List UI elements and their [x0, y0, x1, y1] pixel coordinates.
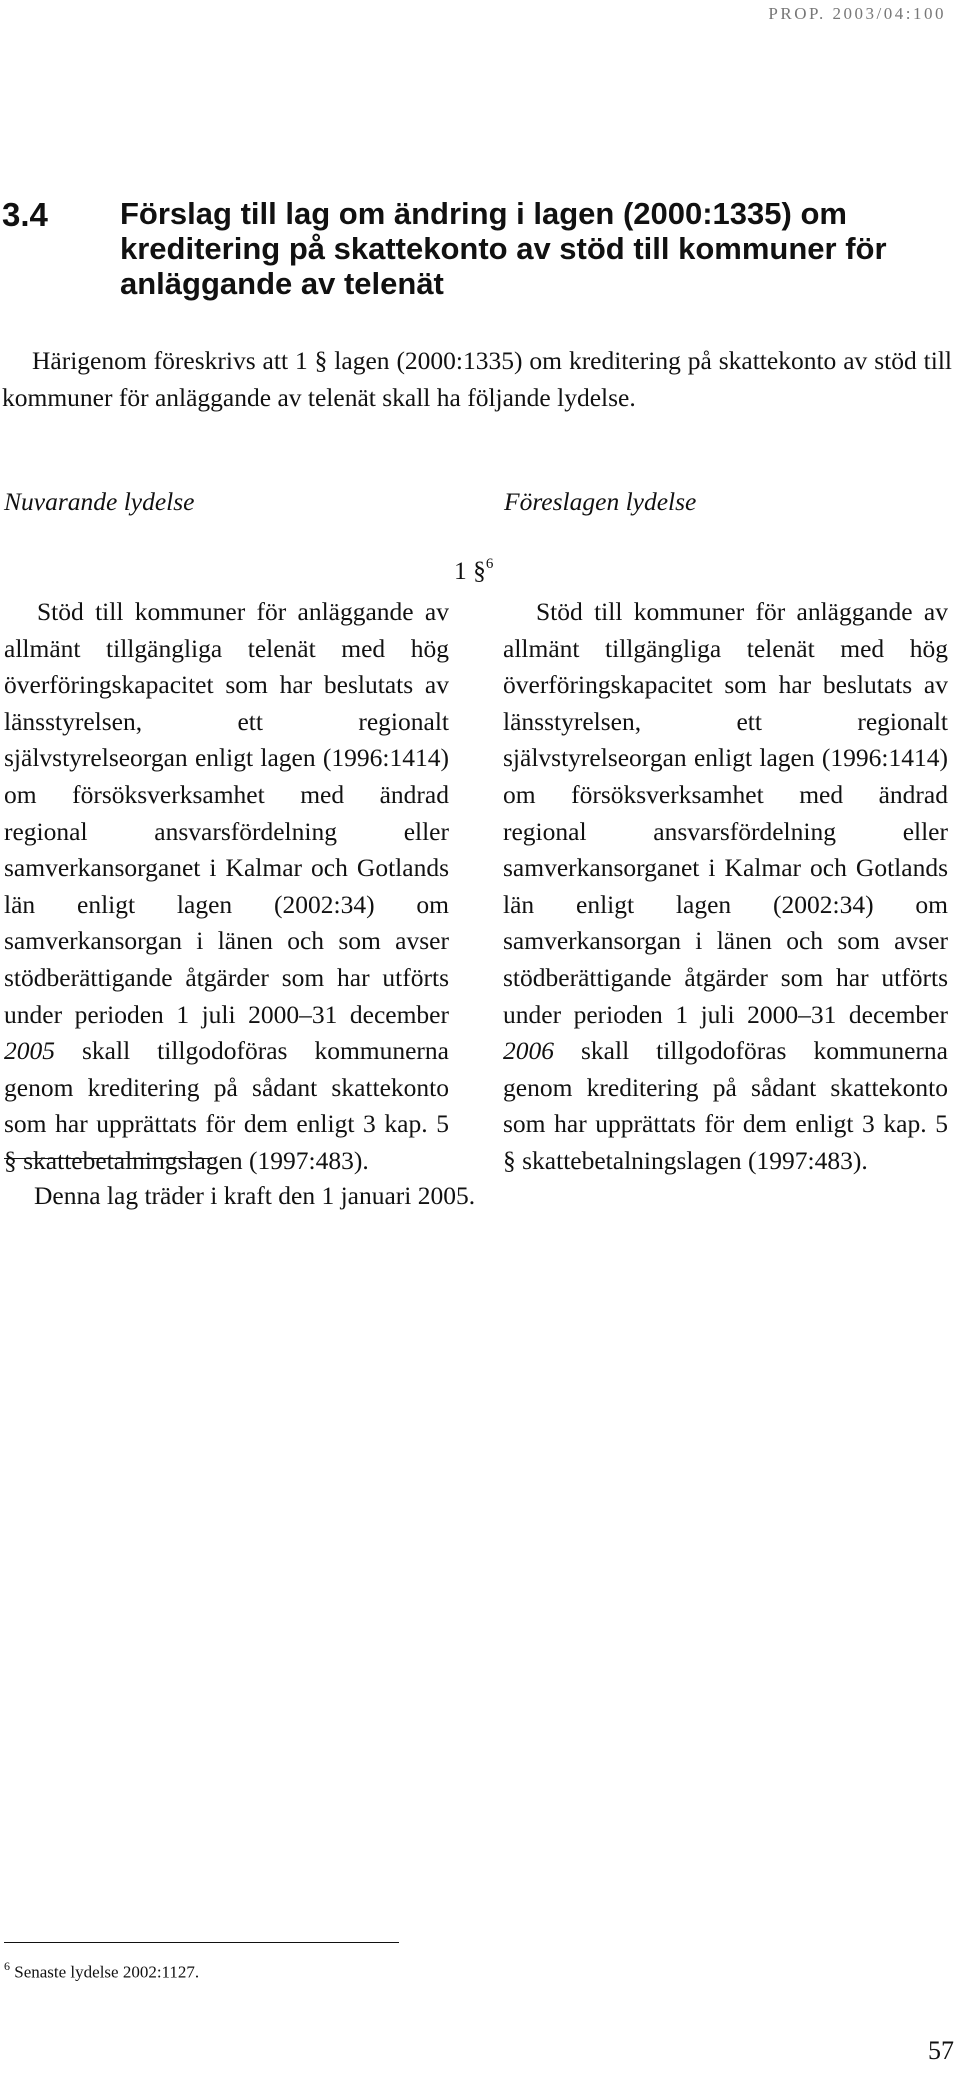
proposed-wording-heading: Föreslagen lydelse [504, 487, 697, 516]
proposed-changed-year: 2006 [503, 1036, 554, 1066]
footnote-number: 6 [4, 1959, 10, 1973]
current-wording-text: Stöd till kommuner för anläggande av allmänt tillgängliga telenät med hög överföringskapacitet som har beslutats av länsstyrelsen, ett regionalt självstyrelseorgan enligt lagen (1996:1414) om försöksverksamhet med ändrad regional ansvarsfördelning eller samverkansorganet i Kalmar och Gotlands län enligt lagen (2002:34) om samverkansorgan i länen och som avser stödberättigande åtgärder som har utförts under perioden 1 juli 2000–31 december 2005 skall tillgodoföras kommunerna genom kreditering på sådant skattekonto som har upprättats för dem enligt 3 kap. 5 § skattebetalningslagen (1997:483). [4, 597, 449, 1175]
intro-text: Härigenom föreskrivs att 1 § lagen (2000:1335) om kreditering på skattekonto av stöd till kommuner för anläggande av telenät skall ha följande lydelse. [2, 346, 952, 412]
section-divider [4, 1158, 212, 1159]
proposed-wording-column [503, 594, 948, 1180]
intro-paragraph [2, 342, 952, 416]
proposed-wording-text: Stöd till kommuner för anläggande av allmänt tillgängliga telenät med hög överföringskapacitet som har beslutats av länsstyrelsen, ett regionalt självstyrelseorgan enligt lagen (1996:1414) om försöksverksamhet med ändrad regional ansvarsfördelning eller samverkansorganet i Kalmar och Gotlands län enligt lagen (2002:34) om samverkansorgan i länen och som avser stödberättigande åtgärder som har utförts under perioden 1 juli 2000–31 december 2006 skall tillgodoföras kommunerna genom kreditering på sådant skattekonto som har upprättats för dem enligt 3 kap. 5 § skattebetalningslagen (1997:483). [503, 597, 948, 1175]
current-wording-heading: Nuvarande lydelse [4, 487, 195, 516]
page-number: 57 [928, 2036, 954, 2065]
current-changed-year: 2005 [4, 1036, 55, 1066]
section-title: Förslag till lag om ändring i lagen (2000:1335) om kreditering på skattekonto av stöd till kommuner för anläggande av telenät [120, 196, 887, 301]
footnote-reference: 6 [485, 555, 494, 572]
current-wording-column [4, 594, 449, 1180]
running-head: PROP. 2003/04:100 [768, 4, 946, 23]
paragraph-marker [454, 556, 493, 586]
entry-into-force-text: Denna lag träder i kraft den 1 januari 2005. [34, 1181, 476, 1210]
paragraph-label: 1 § [454, 556, 486, 585]
footnote [4, 1960, 199, 1983]
section-number: 3.4 [2, 196, 48, 233]
footnote-text: Senaste lydelse 2002:1127. [14, 1962, 200, 1982]
footnote-divider [4, 1942, 399, 1943]
